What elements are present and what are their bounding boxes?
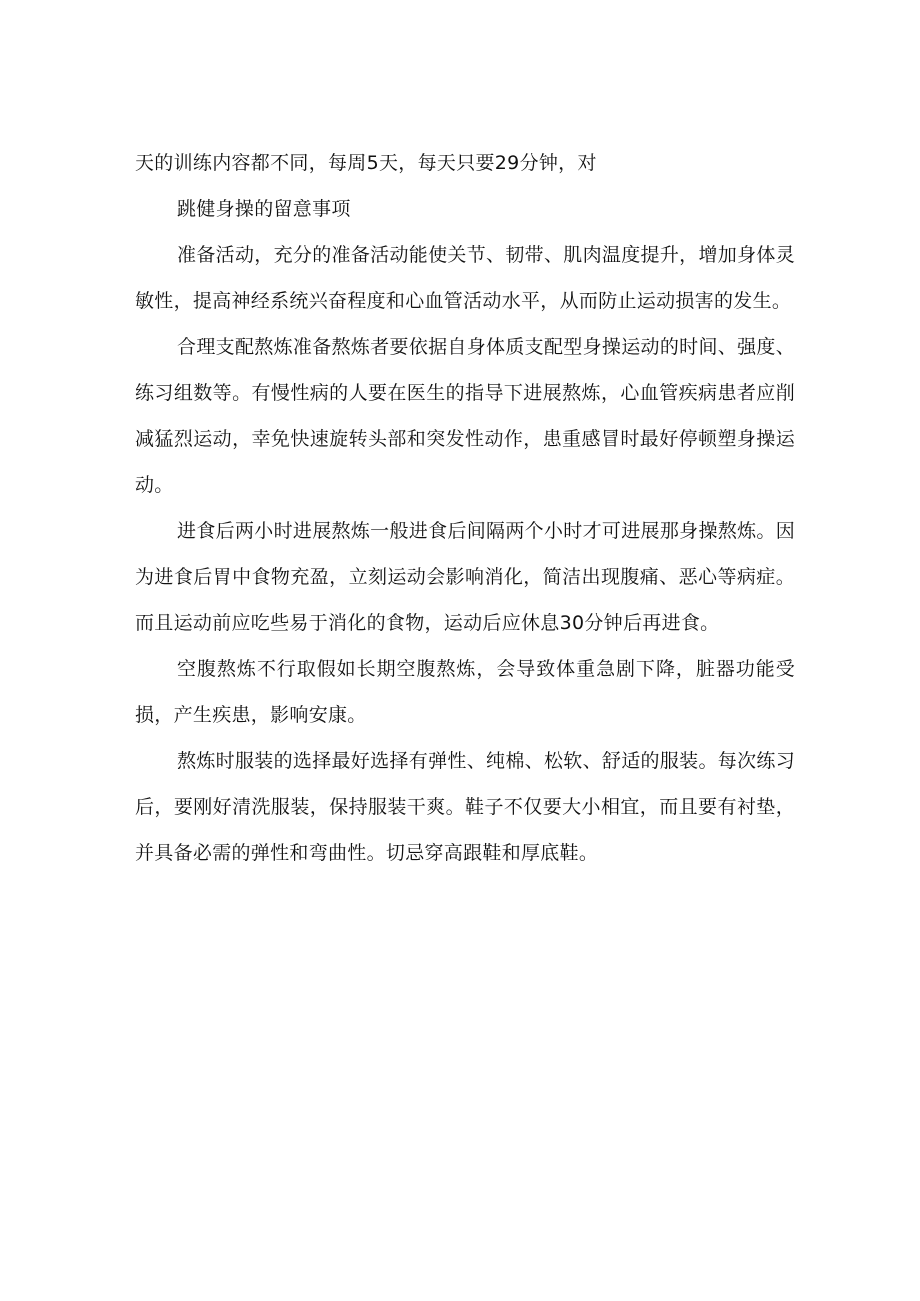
section-heading: 跳健身操的留意事项 — [177, 198, 351, 220]
paragraph-warmup: 准备活动，充分的准备活动能使关节、韧带、肌肉温度提升，增加身体灵敏性，提高神经系统兴奋程度和心血管活动水平，从而防止运动损害的发生。 — [135, 244, 795, 312]
paragraph-clothing: 熬炼时服装的选择最好选择有弹性、纯棉、松软、舒适的服装。每次练习后，要刚好清洗服装，保持服装干爽。鞋子不仅要大小相宜，而且要有衬垫，并具备必需的弹性和弯曲性。切忌穿高跟鞋和厚底鞋。 — [135, 750, 795, 864]
paragraph-after-meal: 进食后两小时进展熬炼一般进食后间隔两个小时才可进展那身操熬炼。因为进食后胃中食物充盈，立刻运动会影响消化，简洁出现腹痛、恶心等病症。而且运动前应吃些易于消化的食物，运动后应休息30分钟后再进食。 — [135, 520, 795, 634]
paragraph-continuation: 天的训练内容都不同，每周5天，每天只要29分钟，对 — [135, 152, 597, 174]
paragraph-empty-stomach: 空腹熬炼不行取假如长期空腹熬炼，会导致体重急剧下降，脏器功能受损，产生疾患，影响安康。 — [135, 658, 795, 726]
paragraph-training-plan: 合理支配熬炼准备熬炼者要依据自身体质支配型身操运动的时间、强度、练习组数等。有慢性病的人要在医生的指导下进展熬炼，心血管疾病患者应削减猛烈运动，幸免快速旋转头部和突发性动作，患重感冒时最好停顿塑身操运动。 — [135, 336, 795, 496]
document-body — [135, 140, 795, 876]
